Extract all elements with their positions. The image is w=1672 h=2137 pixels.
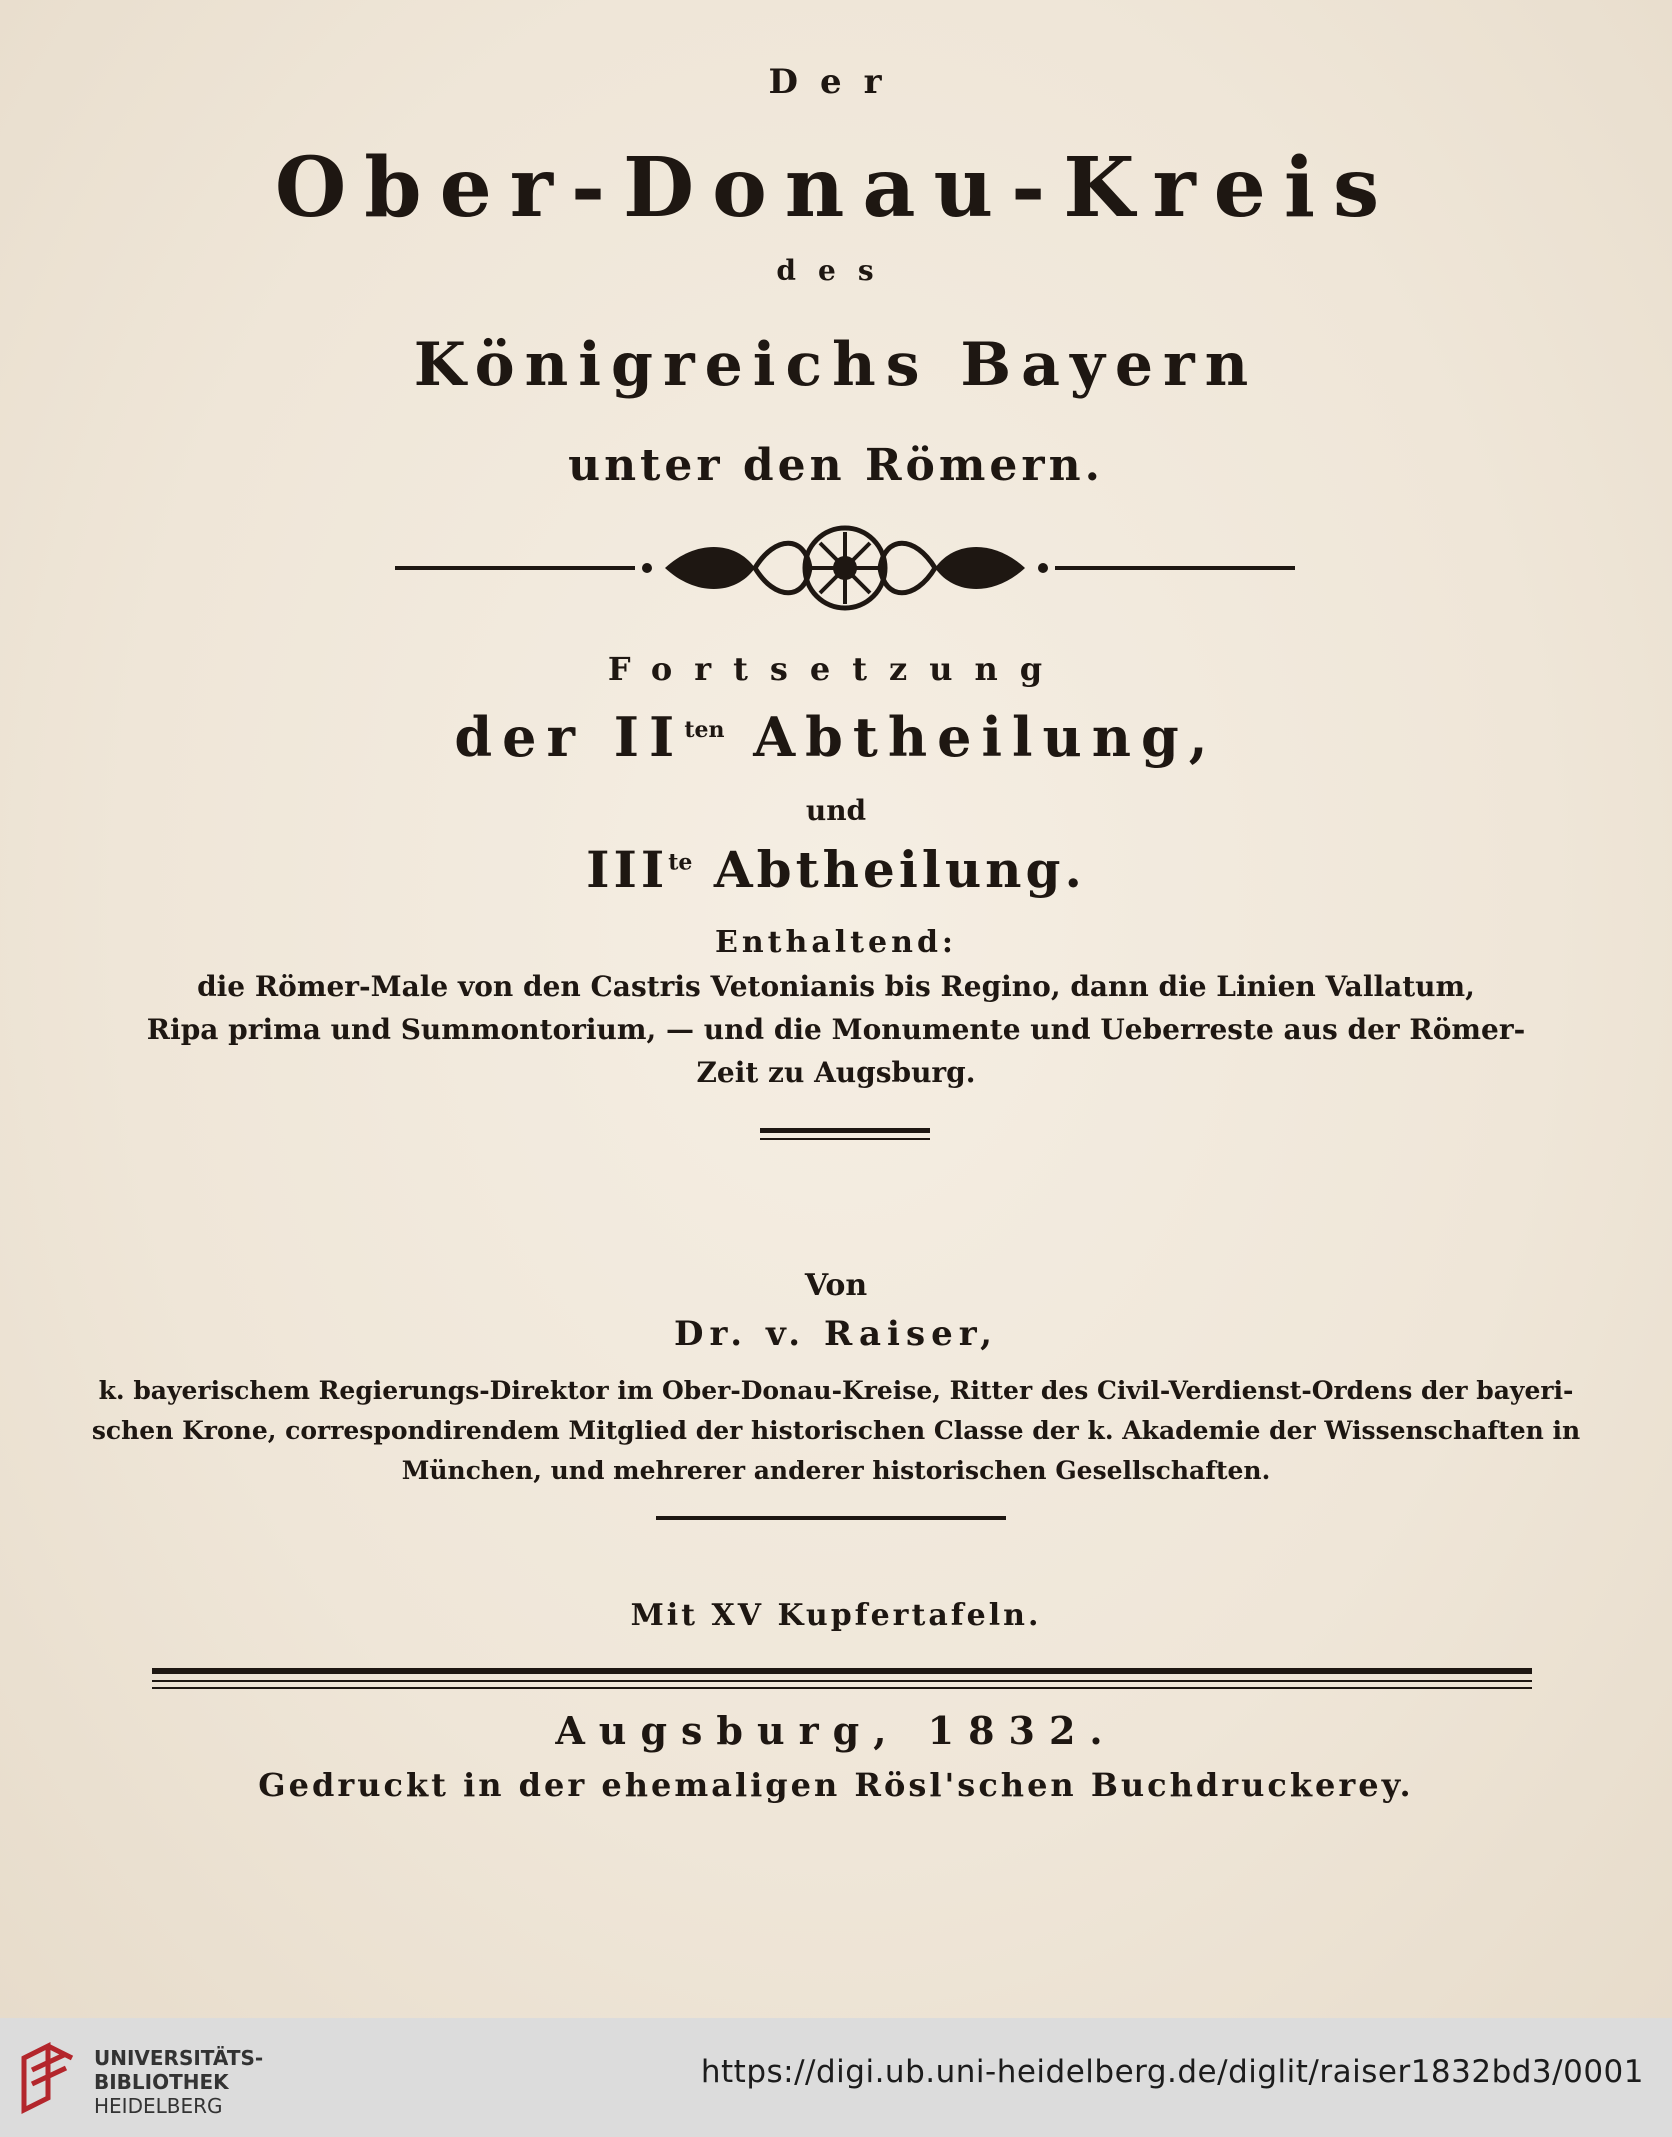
imprint-printer: Gedruckt in der ehemaligen Rösl'schen Buchdruckerey.	[258, 1766, 1414, 1804]
author-line-3: München, und mehrerer anderer historischen Gesellschaften.	[401, 1456, 1271, 1485]
subtitle-and: und	[805, 794, 867, 827]
double-rule	[152, 1668, 1532, 1674]
division-suffix: ten	[684, 717, 725, 743]
logo-line-3: HEIDELBERG	[94, 2094, 223, 2118]
subtitle-continuation: Fortsetzung	[607, 650, 1065, 688]
plates-note: Mit XV Kupfertafeln.	[630, 1598, 1042, 1633]
divider-rule	[760, 1138, 930, 1140]
author-line-2: schen Krone, correspondirendem Mitglied der historischen Classe der k. Akademie der Wissenschaften in	[91, 1416, 1581, 1445]
contents-line-3: Zeit zu Augsburg.	[696, 1056, 976, 1089]
title-der: Der	[768, 62, 904, 102]
divider-rule	[760, 1128, 930, 1133]
division-prefix: der	[454, 705, 614, 769]
double-rule	[152, 1687, 1532, 1689]
title-main: Ober-Donau-Kreis	[274, 140, 1398, 236]
logo-line-2: BIBLIOTHEK	[94, 2070, 229, 2094]
subtitle-third-division	[0, 840, 1672, 899]
contents-heading: Enthaltend:	[715, 925, 957, 960]
subtitle-second-division	[0, 705, 1672, 769]
contents-line-1: die Römer-Male von den Castris Vetonianis bis Regino, dann die Linien Vallatum,	[197, 970, 1475, 1003]
library-footer	[0, 2018, 1672, 2137]
imprint-place-year: Augsburg, 1832.	[555, 1708, 1117, 1753]
title-under: unter den Römern.	[568, 440, 1104, 491]
author-name: Dr. v. Raiser,	[674, 1314, 998, 1354]
title-des: des	[776, 254, 896, 287]
divider-rule	[656, 1516, 1006, 1520]
division-word: Abtheilung,	[724, 705, 1218, 769]
contents-line-2: Ripa prima und Summontorium, — und die Monumente und Ueberreste aus der Römer-	[146, 1013, 1526, 1046]
logo-line-1: UNIVERSITÄTS-	[94, 2046, 264, 2070]
double-rule	[152, 1680, 1532, 1682]
third-numeral: III	[586, 840, 669, 899]
title-kingdom: Königreichs Bayern	[413, 330, 1259, 400]
library-name[interactable]	[94, 2046, 263, 2118]
third-word: Abtheilung.	[692, 840, 1086, 899]
permalink-url[interactable]: https://digi.ub.uni-heidelberg.de/diglit/raiser1832bd3/0001	[700, 2054, 1644, 2090]
university-library-logo-icon[interactable]	[18, 2040, 80, 2116]
ornament-icon	[395, 520, 1295, 620]
author-line-1: k. bayerischem Regierungs-Direktor im Ober-Donau-Kreise, Ritter des Civil-Verdienst-Ordens der bayeri-	[98, 1376, 1574, 1405]
division-numeral: II	[613, 705, 685, 769]
third-suffix: te	[668, 849, 693, 876]
author-by: Von	[804, 1268, 868, 1303]
